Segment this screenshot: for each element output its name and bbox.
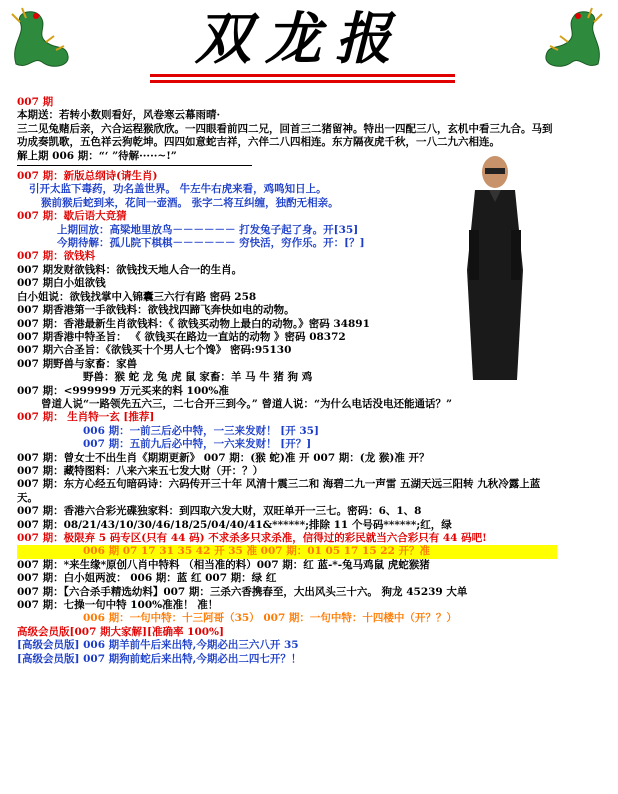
text-line: 007 期：新版总纲诗(请生肖) — [17, 170, 158, 183]
text-line: [高级会员版] 007 期狗前蛇后来出特,今期必出二四七开？！ — [17, 652, 302, 665]
text-line: [高级会员版] 006 期羊前牛后来出特,今期必出三六八开 35 — [17, 639, 299, 652]
title-underline — [150, 74, 455, 77]
text-line: 007 期：白小姐两波： 006 期：蓝 红 007 期：绿 红 — [17, 572, 277, 585]
title-underline-2 — [150, 80, 455, 83]
text-line: 曾道人说“一路领先五六三，二七合开三到今。” 曾道人说：“为什么电话没电还能通话？” — [41, 397, 453, 410]
text-line: 007 期白小姐欲钱 — [17, 277, 106, 290]
text-line: 007 期：五前九后必中特，一六来发财！ [开？] — [83, 438, 312, 451]
text-line: 007 期野兽与家畜：家兽 — [17, 357, 138, 370]
dragon-right-icon — [540, 4, 608, 76]
text-line: 白小姐说：欲钱找掌中入锦囊三六行有路 密码 258 — [17, 290, 257, 303]
text-line: 今期待解：孤儿院下棋棋－－－－－－ 穷快活，穷作乐。开：[？] — [57, 237, 365, 250]
text-line: 007 期：极限弃 5 码专区(只有 44 码) 不求杀多只求杀准，信得过的彩民就当六合彩只有 44 码吧! — [17, 532, 487, 544]
text-line: 007 期：欲钱料 — [17, 250, 96, 263]
text-line: 007 期：【六合杀手精选幼料】007 期：三杀六香携春至，大出风头三十六。 狗龙 45239 大单 — [17, 585, 468, 598]
text-line: 引开太监下毒药，功名盖世界。 牛左牛右虎来看，鸡鸣知日上。 — [29, 183, 327, 196]
text-line: 007 期： 生肖特一玄 [推荐] — [17, 411, 155, 424]
text-line: 006 期：一前三后必中特，一三来发财！ [开 35] — [83, 424, 319, 437]
content-area — [17, 96, 557, 666]
text-line: 三二见兔赌后亲，六合运程猴欣欣。一四眼看前四二兄，回首三二猪留神。特出一四配三八，玄机中看三九合。马到功成奏凯歌，五色祥云狗乾坤。四四如意蛇吉祥，六伴二八四相连。东方隔夜虎千秋，一八二九六相连。 — [17, 122, 553, 149]
text-line: 007 期：香港六合彩光碟独家料：到四取六发大财，双旺单开一三七。密码：6、1、8 — [17, 505, 422, 518]
text-line: 野兽：猴 蛇 龙 兔 虎 鼠 家畜：羊 马 牛 猪 狗 鸡 — [83, 371, 313, 384]
text-line: 007 期：七操一句中特 100%准准！ 准！ — [17, 599, 219, 612]
text-line: 猴前猴后蛇到来，花间一壶酒。 张字二将互纠缠，独酌无相亲。 — [41, 196, 339, 209]
text-line: 006 期 07 17 31 35 42 开 35 准 007 期：01 05 17 15 22 开？准 — [17, 545, 557, 558]
text-line: 007 期：08/21/43/10/30/46/18/25/04/40/41&******;排除 11 个号码******;红，绿 — [17, 518, 452, 531]
text-line: 007 期：*来生缘*原创八肖中特料 （相当准的料）007 期：红 蓝-*-兔马鸡鼠 虎蛇猴猪 — [17, 558, 430, 571]
text-line: 007 期：<999999 万元买来的料 100%准 — [17, 384, 229, 397]
dragon-left-icon — [6, 4, 74, 76]
text-line: 007 期：歇后语大竞猜 — [17, 210, 127, 223]
text-line: 解上期 006 期：“‘ ”待解·····~!” — [17, 149, 177, 162]
text-line: 高级会员版[007 期大家解][准确率 100%] — [17, 625, 224, 638]
text-line: 007 期香港中特圣旨： 《 欲钱买在路边一直站的动物 》密码 08372 — [17, 330, 346, 343]
text-line: 006 期：一句中特：十三阿哥（35） 007 期：一句中特：十四楼中（开？？） — [83, 612, 457, 625]
separator — [17, 165, 252, 168]
text-line: 007 期发财欲钱料：欲钱找天地人合一的生肖。 — [17, 263, 243, 276]
text-line: 007 期香港第一手欲钱料：欲钱找四蹄飞奔快如电的动物。 — [17, 304, 295, 317]
page-title: 双龙报 — [195, 6, 405, 72]
text-line: 007 期：香港最新生肖欲钱料：《 欲钱买动物上最白的动物。》密码 34891 — [17, 317, 370, 330]
header — [0, 0, 618, 96]
text-line: 上期回放：高梁地里放鸟－－－－－－ 打发兔子起了身。开[35] — [57, 223, 359, 236]
text-line: 本期送：若转小数则看好，风卷寒云幕雨晴· — [17, 109, 221, 122]
text-line: 007 期：曾女士不出生肖《期期更新》 007 期：(猴 蛇)准 开 007 期：(龙 猴)准 开？ — [17, 451, 430, 464]
text-line: 007 期：东方心经五句暗码诗：六码传开三十年 风清十震三二和 海碧二九一声雷 五湖天远三阳转 九秋冷露上蓝天。 — [17, 478, 541, 504]
text-line: 007 期：藏特图料：八来六来五七发大财（开：？） — [17, 464, 264, 477]
text-line: 007 期 — [17, 96, 54, 108]
text-line: 007 期六合圣旨：《欲钱买十个男人七个馋》 密码:95130 — [17, 344, 292, 357]
